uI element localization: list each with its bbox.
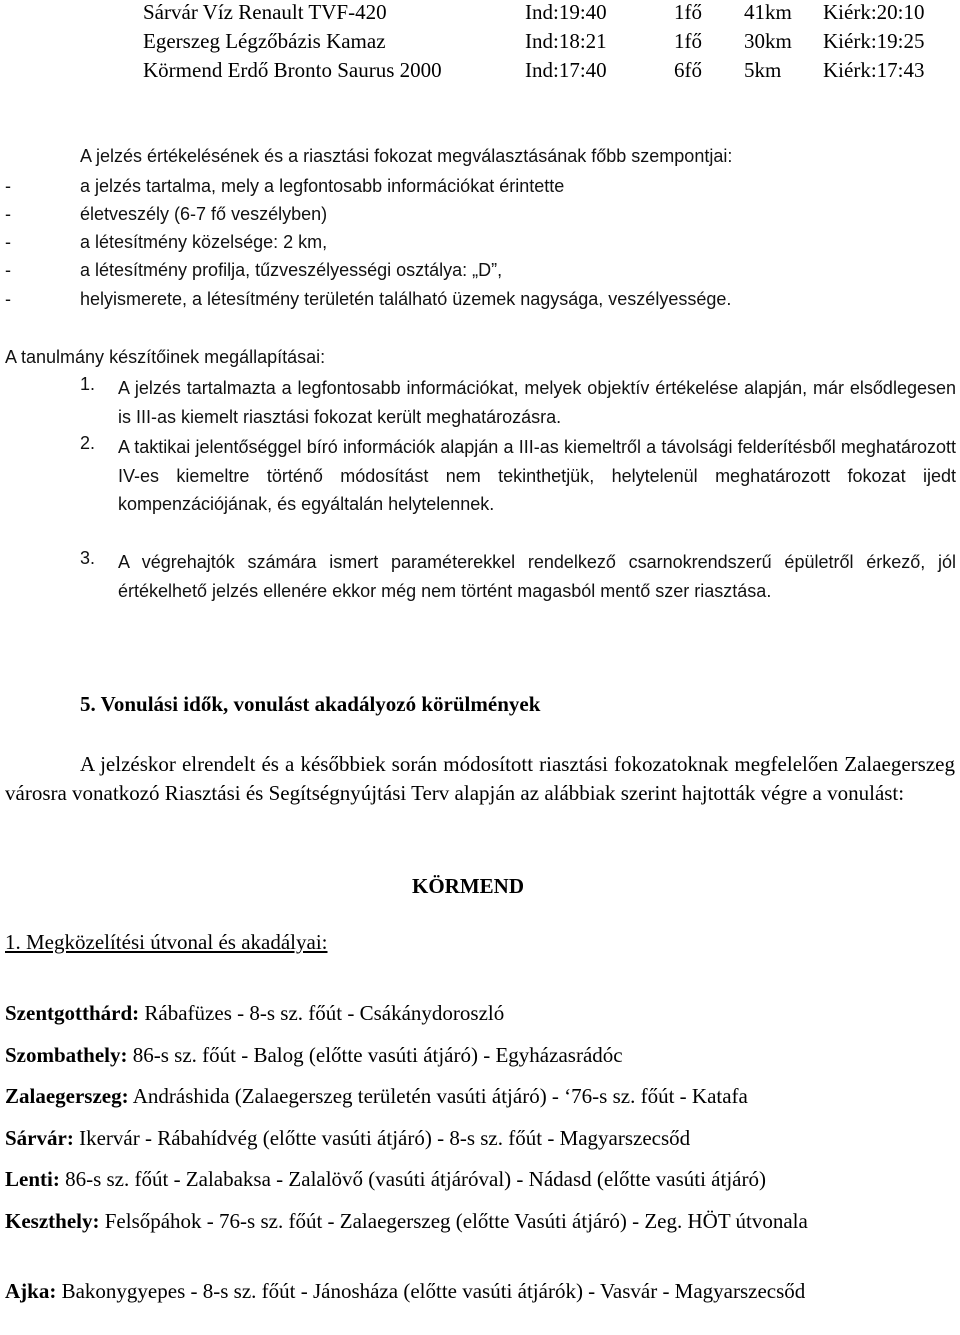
finding-text: A jelzés tartalmazta a legfontosabb információkat, melyek objektív értékelése alapján, már elsődlegesen is III-as kiemelt riasztási fokozat került meghatározásra. — [118, 378, 956, 427]
approach-label: 1. Megközelítési útvonal és akadályai: — [5, 930, 328, 954]
criteria-item-text: a jelzés tartalma, mely a legfontosabb információkat érintette — [80, 176, 565, 196]
route-line — [5, 1207, 955, 1236]
vehicle-name: Sárvár Víz Renault TVF-420 — [143, 0, 387, 24]
crew-count: 1fő — [674, 29, 702, 53]
city-title: KÖRMEND — [412, 874, 524, 898]
dash-marker: - — [5, 289, 11, 309]
distance: 30km — [744, 29, 792, 53]
criteria-item — [0, 232, 860, 258]
route-place: Zalaegerszeg: — [5, 1084, 129, 1108]
arrival-time: Kiérk:20:10 — [823, 0, 925, 24]
finding-number: 1. — [80, 374, 96, 394]
arrival-time: Kiérk:19:25 — [823, 29, 925, 53]
criteria-intro-text: A jelzés értékelésének és a riasztási fokozat megválasztásának főbb szempontjai: — [80, 146, 733, 166]
route-path: 86-s sz. főút - Zalabaksa - Zalalövő (vasúti átjáróval) - Nádasd (előtte vasúti átjáró) — [59, 1167, 766, 1191]
findings-title-text: A tanulmány készítőinek megállapításai: — [5, 347, 326, 367]
route-place: Keszthely: — [5, 1209, 100, 1233]
criteria-intro — [80, 146, 940, 172]
route-line — [5, 1082, 955, 1111]
route-path: Rábafüzes - 8-s sz. főút - Csákánydoroszló — [139, 1001, 505, 1025]
route-place: Lenti: — [5, 1167, 60, 1191]
route-path: Felsőpáhok - 76-s sz. főút - Zalaegerszeg (előtte Vasúti átjáró) - Zeg. HÖT útvonala — [99, 1209, 808, 1233]
vehicle-row — [0, 29, 960, 55]
dash-marker: - — [5, 204, 11, 224]
section-heading: 5. Vonulási idők, vonulást akadályozó körülmények — [80, 692, 541, 716]
dash-marker: - — [5, 176, 11, 196]
route-path: Andráshida (Zalaegerszeg területén vasúti átjáró) - ‘76-s sz. főút - Katafa — [128, 1084, 748, 1108]
dash-marker: - — [5, 232, 11, 252]
criteria-item-text: a létesítmény közelsége: 2 km, — [80, 232, 328, 252]
criteria-item-text: életveszély (6-7 fő veszélyben) — [80, 204, 328, 224]
crew-count: 6fő — [674, 58, 702, 82]
distance: 41km — [744, 0, 792, 24]
section-paragraph-text: A jelzéskor elrendelt és a későbbiek során módosított riasztási fokozatoknak megfelelően Zalaegerszeg városra vonatkozó Riasztási és Segítségnyújtási Terv alapján az alábbiak szerint hajtották végre a vonulást: — [5, 752, 955, 805]
finding-text: A végrehajtók számára ismert paraméterekkel rendelkező csarnokrendszerű épületről érkező, jól értékelhető jelzés ellenére ekkor még nem történt magasból mentő szer riasztása. — [118, 552, 956, 601]
route-path: Ikervár - Rábahídvég (előtte vasúti átjáró) - 8-s sz. főút - Magyarszecsőd — [73, 1126, 691, 1150]
criteria-item — [0, 204, 860, 230]
route-line — [5, 1165, 955, 1194]
route-place: Sárvár: — [5, 1126, 74, 1150]
route-line — [5, 1277, 955, 1306]
departure-time: Ind:19:40 — [525, 0, 607, 24]
departure-time: Ind:17:40 — [525, 58, 607, 82]
finding-number: 2. — [80, 433, 96, 453]
criteria-item-text: helyismerete, a létesítmény területén található üzemek nagysága, veszélyessége. — [80, 289, 732, 309]
arrival-time: Kiérk:17:43 — [823, 58, 925, 82]
criteria-item — [0, 176, 860, 202]
findings-title — [5, 347, 865, 373]
route-line — [5, 999, 955, 1028]
route-line — [5, 1124, 955, 1153]
distance: 5km — [744, 58, 782, 82]
crew-count: 1fő — [674, 0, 702, 24]
route-place: Szentgotthárd: — [5, 1001, 140, 1025]
vehicle-row — [0, 58, 960, 84]
criteria-item — [0, 260, 860, 286]
criteria-item-text: a létesítmény profilja, tűzveszélyességi osztálya: „D”, — [80, 260, 503, 280]
vehicle-name: Egerszeg Légzőbázis Kamaz — [143, 29, 386, 53]
route-line — [5, 1041, 955, 1070]
finding-text: A taktikai jelentőséggel bíró információk alapján a III-as kiemeltről a távolsági felderítésből meghatározott IV-es kiemeltre történő módosítást nem tekinthetjük, helytelenül meghatározott fokozat ijedt kompenzációjának, és egyáltalán helytelennek. — [118, 437, 956, 515]
route-place: Ajka: — [5, 1279, 57, 1303]
route-path: Bakonygyepes - 8-s sz. főút - Jánosháza (előtte vasúti átjárók) - Vasvár - Magyarszecsőd — [56, 1279, 806, 1303]
criteria-item — [0, 289, 860, 315]
route-path: 86-s sz. főút - Balog (előtte vasúti átjáró) - Egyházasrádóc — [127, 1043, 623, 1067]
departure-time: Ind:18:21 — [525, 29, 607, 53]
finding-number: 3. — [80, 548, 96, 568]
dash-marker: - — [5, 260, 11, 280]
vehicle-row — [0, 0, 960, 26]
vehicle-name: Körmend Erdő Bronto Saurus 2000 — [143, 58, 442, 82]
section-paragraph — [5, 750, 955, 808]
route-place: Szombathely: — [5, 1043, 128, 1067]
